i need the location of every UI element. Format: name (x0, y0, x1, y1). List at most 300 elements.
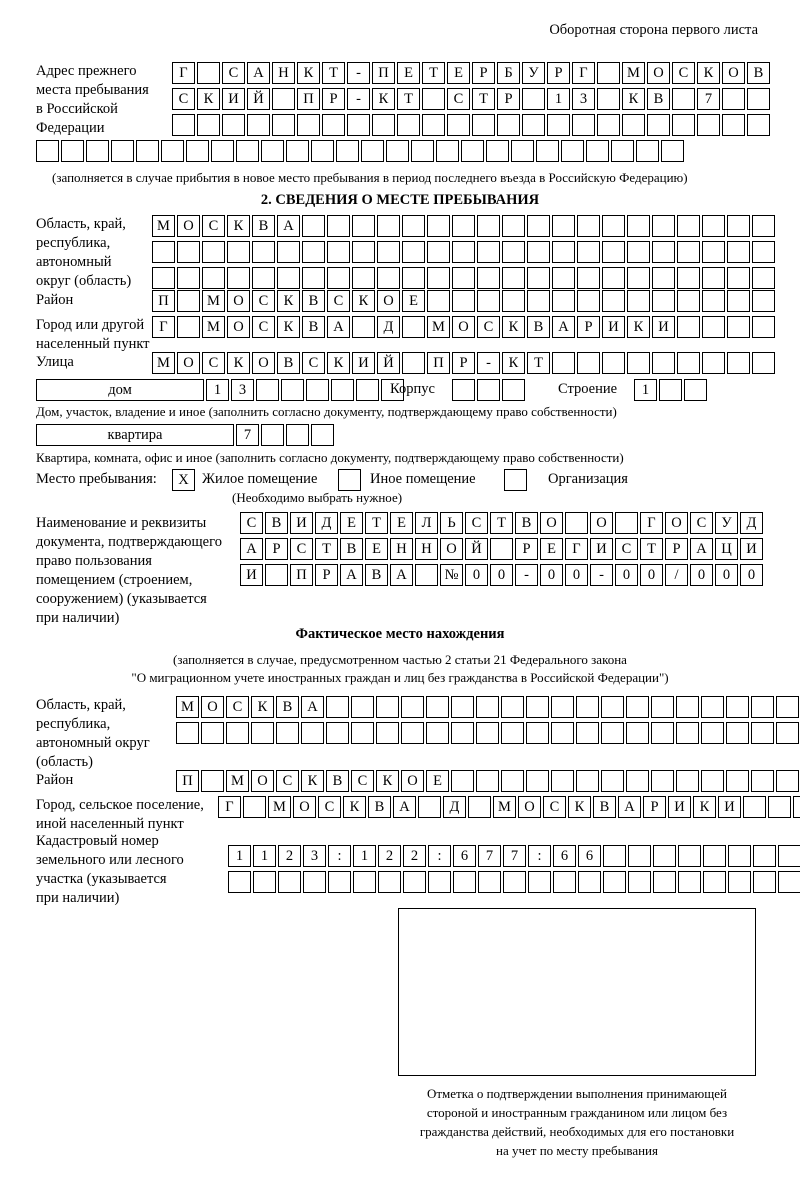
section2-city-cell-24[interactable] (727, 316, 750, 338)
section2-region-r1-cell-14[interactable] (477, 215, 500, 237)
prev-address-r4-cell-15[interactable] (386, 140, 409, 162)
doc-r2-cell-19[interactable]: А (690, 538, 713, 560)
doc-r3-cell-16[interactable]: 0 (615, 564, 638, 586)
actual-region-row-1[interactable] (176, 696, 800, 718)
actual-district-cell-18[interactable] (601, 770, 624, 792)
cadastral-r2-cell-12[interactable] (503, 871, 526, 893)
cadastral-r2-cell-7[interactable] (378, 871, 401, 893)
prev-address-row-3[interactable] (172, 114, 772, 136)
prev-address-r3-cell-23[interactable] (722, 114, 745, 136)
doc-r1-cell-4[interactable]: Д (315, 512, 338, 534)
prev-address-r3-cell-9[interactable] (372, 114, 395, 136)
section2-region-r2-cell-6[interactable] (277, 241, 300, 263)
prev-address-r3-cell-16[interactable] (547, 114, 570, 136)
section2-street-cell-24[interactable] (727, 352, 750, 374)
cadastral-r1-cell-12[interactable]: 7 (503, 845, 526, 867)
section2-region-r3-cell-12[interactable] (427, 267, 450, 289)
section2-district-cell-15[interactable] (502, 290, 525, 312)
section2-street-cell-12[interactable]: П (427, 352, 450, 374)
actual-city-cell-24[interactable] (793, 796, 800, 818)
prev-address-r3-cell-8[interactable] (347, 114, 370, 136)
place-type-checkbox-residential[interactable]: X (172, 469, 195, 491)
stroenie-cell-1[interactable]: 1 (634, 379, 657, 401)
actual-city-cell-1[interactable]: Г (218, 796, 241, 818)
section2-street-cell-20[interactable] (627, 352, 650, 374)
doc-r2-cell-2[interactable]: Р (265, 538, 288, 560)
doc-r1-cell-10[interactable]: С (465, 512, 488, 534)
actual-region-r2-cell-24[interactable] (751, 722, 774, 744)
cadastral-r1-cell-19[interactable] (678, 845, 701, 867)
dom-cell-3[interactable] (256, 379, 279, 401)
actual-region-r2-cell-19[interactable] (626, 722, 649, 744)
cadastral-r2-cell-16[interactable] (603, 871, 626, 893)
cadastral-r1-cell-5[interactable]: : (328, 845, 351, 867)
section2-street-cell-22[interactable] (677, 352, 700, 374)
actual-region-r1-cell-16[interactable] (551, 696, 574, 718)
actual-region-r2-cell-22[interactable] (701, 722, 724, 744)
section2-region-r3-cell-13[interactable] (452, 267, 475, 289)
section2-region-r3-cell-1[interactable] (152, 267, 175, 289)
prev-address-r4-cell-9[interactable] (236, 140, 259, 162)
section2-street-cell-9[interactable]: И (352, 352, 375, 374)
actual-region-r1-cell-17[interactable] (576, 696, 599, 718)
section2-region-r3-cell-4[interactable] (227, 267, 250, 289)
kvartira-cell-3[interactable] (286, 424, 309, 446)
cadastral-r1-cell-13[interactable]: : (528, 845, 551, 867)
section2-region-r3-cell-17[interactable] (552, 267, 575, 289)
section2-region-r1-cell-25[interactable] (752, 215, 775, 237)
prev-address-r4-cell-20[interactable] (511, 140, 534, 162)
prev-address-r4-cell-24[interactable] (611, 140, 634, 162)
section2-city-cell-14[interactable]: С (477, 316, 500, 338)
actual-region-r1-cell-1[interactable]: М (176, 696, 199, 718)
section2-city-cell-5[interactable]: С (252, 316, 275, 338)
doc-r1-cell-2[interactable]: В (265, 512, 288, 534)
prev-address-r3-cell-5[interactable] (272, 114, 295, 136)
prev-address-r4-cell-3[interactable] (86, 140, 109, 162)
prev-address-r4-cell-12[interactable] (311, 140, 334, 162)
section2-region-r1-cell-1[interactable]: М (152, 215, 175, 237)
prev-address-r1-cell-12[interactable]: Е (447, 62, 470, 84)
dom-cell-6[interactable] (331, 379, 354, 401)
section2-region-r1-cell-20[interactable] (627, 215, 650, 237)
doc-r3-cell-21[interactable]: 0 (740, 564, 763, 586)
section2-city-cell-11[interactable] (402, 316, 425, 338)
section2-region-r1-cell-6[interactable]: А (277, 215, 300, 237)
prev-address-r2-cell-14[interactable]: Р (497, 88, 520, 110)
actual-city-cell-17[interactable]: А (618, 796, 641, 818)
doc-r2-cell-17[interactable]: Т (640, 538, 663, 560)
section2-city-cell-6[interactable]: К (277, 316, 300, 338)
actual-district-cell-6[interactable]: К (301, 770, 324, 792)
actual-district-cell-1[interactable]: П (176, 770, 199, 792)
doc-r2-cell-18[interactable]: Р (665, 538, 688, 560)
prev-address-r4-cell-19[interactable] (486, 140, 509, 162)
doc-r2-cell-14[interactable]: Г (565, 538, 588, 560)
prev-address-r2-cell-8[interactable]: - (347, 88, 370, 110)
prev-address-r1-cell-3[interactable]: С (222, 62, 245, 84)
cadastral-r2-cell-6[interactable] (353, 871, 376, 893)
prev-address-r3-cell-18[interactable] (597, 114, 620, 136)
prev-address-r3-cell-12[interactable] (447, 114, 470, 136)
actual-region-r2-cell-11[interactable] (426, 722, 449, 744)
prev-address-r1-cell-17[interactable]: Г (572, 62, 595, 84)
dom-cell-1[interactable]: 1 (206, 379, 229, 401)
actual-region-r1-cell-25[interactable] (776, 696, 799, 718)
section2-region-r3-cell-21[interactable] (652, 267, 675, 289)
section2-city-cell-15[interactable]: К (502, 316, 525, 338)
section2-region-r1-cell-9[interactable] (352, 215, 375, 237)
actual-district-cell-22[interactable] (701, 770, 724, 792)
doc-r3-cell-15[interactable]: - (590, 564, 613, 586)
section2-city-cell-13[interactable]: О (452, 316, 475, 338)
section2-street-cell-25[interactable] (752, 352, 775, 374)
cadastral-r1-cell-3[interactable]: 2 (278, 845, 301, 867)
section2-region-r2-cell-13[interactable] (452, 241, 475, 263)
section2-region-r3-cell-11[interactable] (402, 267, 425, 289)
section2-region-r2-cell-3[interactable] (202, 241, 225, 263)
section2-region-r1-cell-3[interactable]: С (202, 215, 225, 237)
section2-district-cell-20[interactable] (627, 290, 650, 312)
cadastral-r1-cell-22[interactable] (753, 845, 776, 867)
doc-r3-cell-4[interactable]: Р (315, 564, 338, 586)
doc-r2-cell-12[interactable]: Р (515, 538, 538, 560)
section2-street-cell-8[interactable]: К (327, 352, 350, 374)
section2-city-cell-3[interactable]: М (202, 316, 225, 338)
cadastral-r1-cell-23[interactable] (778, 845, 800, 867)
doc-r1-cell-17[interactable]: Г (640, 512, 663, 534)
cadastral-r1-cell-10[interactable]: 6 (453, 845, 476, 867)
section2-district-cell-2[interactable] (177, 290, 200, 312)
section2-street-cell-3[interactable]: С (202, 352, 225, 374)
actual-region-r1-cell-24[interactable] (751, 696, 774, 718)
place-type-checkbox-organization[interactable] (504, 469, 527, 491)
cadastral-row-1[interactable] (228, 845, 800, 867)
korpus-cell-1[interactable] (452, 379, 475, 401)
actual-district-cell-24[interactable] (751, 770, 774, 792)
prev-address-r2-cell-24[interactable] (747, 88, 770, 110)
prev-address-r3-cell-6[interactable] (297, 114, 320, 136)
section2-region-row-2[interactable] (152, 241, 777, 263)
prev-address-r3-cell-7[interactable] (322, 114, 345, 136)
section2-street-cell-21[interactable] (652, 352, 675, 374)
section2-region-row-3[interactable] (152, 267, 777, 289)
prev-address-r3-cell-4[interactable] (247, 114, 270, 136)
cadastral-r1-cell-4[interactable]: 3 (303, 845, 326, 867)
prev-address-r1-cell-1[interactable]: Г (172, 62, 195, 84)
prev-address-r3-cell-10[interactable] (397, 114, 420, 136)
actual-district-cell-4[interactable]: О (251, 770, 274, 792)
actual-region-row-2[interactable] (176, 722, 800, 744)
prev-address-r2-cell-12[interactable]: С (447, 88, 470, 110)
section2-street-cell-6[interactable]: В (277, 352, 300, 374)
section2-city-cell-9[interactable] (352, 316, 375, 338)
doc-r1-cell-19[interactable]: С (690, 512, 713, 534)
prev-address-r3-cell-15[interactable] (522, 114, 545, 136)
cadastral-r1-cell-18[interactable] (653, 845, 676, 867)
doc-r1-cell-15[interactable]: О (590, 512, 613, 534)
section2-district-cell-16[interactable] (527, 290, 550, 312)
cadastral-r2-cell-20[interactable] (703, 871, 726, 893)
doc-r1-cell-6[interactable]: Т (365, 512, 388, 534)
actual-region-r2-cell-17[interactable] (576, 722, 599, 744)
prev-address-r2-cell-21[interactable] (672, 88, 695, 110)
prev-address-r1-cell-10[interactable]: Е (397, 62, 420, 84)
section2-district-cell-5[interactable]: С (252, 290, 275, 312)
stamp-box[interactable] (398, 908, 756, 1076)
actual-region-r2-cell-14[interactable] (501, 722, 524, 744)
prev-address-r2-cell-16[interactable]: 1 (547, 88, 570, 110)
prev-address-r3-cell-22[interactable] (697, 114, 720, 136)
actual-district-cell-16[interactable] (551, 770, 574, 792)
section2-city-cell-17[interactable]: А (552, 316, 575, 338)
doc-r2-cell-5[interactable]: В (340, 538, 363, 560)
section2-region-r2-cell-8[interactable] (327, 241, 350, 263)
section2-street-cell-5[interactable]: О (252, 352, 275, 374)
actual-region-r2-cell-13[interactable] (476, 722, 499, 744)
section2-district-cell-6[interactable]: К (277, 290, 300, 312)
section2-district-cell-21[interactable] (652, 290, 675, 312)
prev-address-r3-cell-11[interactable] (422, 114, 445, 136)
actual-district-cell-17[interactable] (576, 770, 599, 792)
doc-r2-cell-8[interactable]: Н (415, 538, 438, 560)
place-type-checkbox-other[interactable] (338, 469, 361, 491)
section2-district-cell-11[interactable]: Е (402, 290, 425, 312)
section2-district-cell-4[interactable]: О (227, 290, 250, 312)
korpus-cell-2[interactable] (477, 379, 500, 401)
section2-region-r3-cell-14[interactable] (477, 267, 500, 289)
actual-region-r2-cell-9[interactable] (376, 722, 399, 744)
actual-region-r1-cell-5[interactable]: В (276, 696, 299, 718)
actual-region-r2-cell-25[interactable] (776, 722, 799, 744)
section2-region-r3-cell-16[interactable] (527, 267, 550, 289)
actual-region-r2-cell-3[interactable] (226, 722, 249, 744)
actual-city-cell-14[interactable]: С (543, 796, 566, 818)
actual-city-cell-16[interactable]: В (593, 796, 616, 818)
section2-region-r2-cell-14[interactable] (477, 241, 500, 263)
prev-address-r1-cell-13[interactable]: Р (472, 62, 495, 84)
actual-region-r1-cell-3[interactable]: С (226, 696, 249, 718)
section2-district-cell-3[interactable]: М (202, 290, 225, 312)
doc-r3-cell-12[interactable]: - (515, 564, 538, 586)
doc-r3-cell-3[interactable]: П (290, 564, 313, 586)
section2-city-cell-2[interactable] (177, 316, 200, 338)
cadastral-r1-cell-2[interactable]: 1 (253, 845, 276, 867)
actual-district-cell-9[interactable]: К (376, 770, 399, 792)
actual-region-r1-cell-2[interactable]: О (201, 696, 224, 718)
section2-region-r2-cell-23[interactable] (702, 241, 725, 263)
actual-region-r1-cell-13[interactable] (476, 696, 499, 718)
actual-region-r1-cell-18[interactable] (601, 696, 624, 718)
actual-region-r1-cell-19[interactable] (626, 696, 649, 718)
section2-region-r2-cell-15[interactable] (502, 241, 525, 263)
cadastral-r2-cell-3[interactable] (278, 871, 301, 893)
prev-address-r2-cell-11[interactable] (422, 88, 445, 110)
section2-street-row[interactable] (152, 352, 777, 374)
section2-district-cell-12[interactable] (427, 290, 450, 312)
cadastral-r1-cell-11[interactable]: 7 (478, 845, 501, 867)
prev-address-r1-cell-8[interactable]: - (347, 62, 370, 84)
prev-address-r4-cell-8[interactable] (211, 140, 234, 162)
section2-region-r1-cell-5[interactable]: В (252, 215, 275, 237)
cadastral-r1-cell-14[interactable]: 6 (553, 845, 576, 867)
actual-city-cell-12[interactable]: М (493, 796, 516, 818)
doc-r1-cell-16[interactable] (615, 512, 638, 534)
section2-street-cell-10[interactable]: Й (377, 352, 400, 374)
section2-region-r2-cell-1[interactable] (152, 241, 175, 263)
actual-region-r1-cell-23[interactable] (726, 696, 749, 718)
cadastral-r2-cell-18[interactable] (653, 871, 676, 893)
section2-district-cell-13[interactable] (452, 290, 475, 312)
prev-address-r4-cell-10[interactable] (261, 140, 284, 162)
actual-region-r2-cell-1[interactable] (176, 722, 199, 744)
section2-region-r3-cell-18[interactable] (577, 267, 600, 289)
actual-region-r1-cell-6[interactable]: А (301, 696, 324, 718)
section2-region-r2-cell-2[interactable] (177, 241, 200, 263)
section2-region-r3-cell-5[interactable] (252, 267, 275, 289)
section2-region-r1-cell-10[interactable] (377, 215, 400, 237)
actual-region-r1-cell-8[interactable] (351, 696, 374, 718)
section2-district-cell-9[interactable]: К (352, 290, 375, 312)
prev-address-r1-cell-6[interactable]: К (297, 62, 320, 84)
cadastral-r2-cell-17[interactable] (628, 871, 651, 893)
section2-region-r2-cell-7[interactable] (302, 241, 325, 263)
cadastral-r1-cell-7[interactable]: 2 (378, 845, 401, 867)
section2-city-cell-25[interactable] (752, 316, 775, 338)
prev-address-r2-cell-6[interactable]: П (297, 88, 320, 110)
doc-r1-cell-9[interactable]: Ь (440, 512, 463, 534)
actual-region-r2-cell-7[interactable] (326, 722, 349, 744)
actual-region-r2-cell-23[interactable] (726, 722, 749, 744)
section2-region-r3-cell-20[interactable] (627, 267, 650, 289)
prev-address-r3-cell-1[interactable] (172, 114, 195, 136)
section2-region-r2-cell-9[interactable] (352, 241, 375, 263)
stroenie-cell-3[interactable] (684, 379, 707, 401)
doc-r3-cell-10[interactable]: 0 (465, 564, 488, 586)
section2-region-r3-cell-3[interactable] (202, 267, 225, 289)
cadastral-r2-cell-21[interactable] (728, 871, 751, 893)
section2-region-r2-cell-25[interactable] (752, 241, 775, 263)
section2-region-r2-cell-22[interactable] (677, 241, 700, 263)
doc-r1-cell-1[interactable]: С (240, 512, 263, 534)
prev-address-r1-cell-15[interactable]: У (522, 62, 545, 84)
prev-address-r2-cell-9[interactable]: К (372, 88, 395, 110)
actual-region-r2-cell-12[interactable] (451, 722, 474, 744)
kvartira-cell-4[interactable] (311, 424, 334, 446)
actual-city-cell-8[interactable]: А (393, 796, 416, 818)
prev-address-r2-cell-7[interactable]: Р (322, 88, 345, 110)
doc-r3-cell-11[interactable]: 0 (490, 564, 513, 586)
section2-region-r1-cell-8[interactable] (327, 215, 350, 237)
prev-address-r2-cell-5[interactable] (272, 88, 295, 110)
section2-region-r2-cell-21[interactable] (652, 241, 675, 263)
section2-city-cell-12[interactable]: М (427, 316, 450, 338)
section2-city-cell-16[interactable]: В (527, 316, 550, 338)
section2-region-r3-cell-9[interactable] (352, 267, 375, 289)
actual-city-cell-10[interactable]: Д (443, 796, 466, 818)
prev-address-r2-cell-23[interactable] (722, 88, 745, 110)
prev-address-r1-cell-16[interactable]: Р (547, 62, 570, 84)
section2-region-r3-cell-22[interactable] (677, 267, 700, 289)
section2-region-r1-cell-4[interactable]: К (227, 215, 250, 237)
section2-street-cell-1[interactable]: М (152, 352, 175, 374)
prev-address-r4-cell-5[interactable] (136, 140, 159, 162)
doc-r2-cell-10[interactable]: Й (465, 538, 488, 560)
prev-address-r2-cell-4[interactable]: Й (247, 88, 270, 110)
actual-region-r2-cell-4[interactable] (251, 722, 274, 744)
section2-region-r1-cell-23[interactable] (702, 215, 725, 237)
actual-district-cell-20[interactable] (651, 770, 674, 792)
doc-r3-cell-5[interactable]: А (340, 564, 363, 586)
section2-city-cell-18[interactable]: Р (577, 316, 600, 338)
section2-city-cell-8[interactable]: А (327, 316, 350, 338)
dom-cell-5[interactable] (306, 379, 329, 401)
doc-r1-cell-3[interactable]: И (290, 512, 313, 534)
section2-city-cell-19[interactable]: И (602, 316, 625, 338)
doc-r2-cell-15[interactable]: И (590, 538, 613, 560)
section2-region-r1-cell-15[interactable] (502, 215, 525, 237)
section2-region-r3-cell-24[interactable] (727, 267, 750, 289)
actual-region-r2-cell-15[interactable] (526, 722, 549, 744)
cadastral-r2-cell-1[interactable] (228, 871, 251, 893)
cadastral-row-2[interactable] (228, 871, 800, 893)
prev-address-r1-cell-22[interactable]: К (697, 62, 720, 84)
actual-city-cell-23[interactable] (768, 796, 791, 818)
doc-r3-cell-14[interactable]: 0 (565, 564, 588, 586)
prev-address-r1-cell-11[interactable]: Т (422, 62, 445, 84)
dom-cell-4[interactable] (281, 379, 304, 401)
prev-address-r1-cell-19[interactable]: М (622, 62, 645, 84)
actual-city-cell-22[interactable] (743, 796, 766, 818)
section2-region-r3-cell-15[interactable] (502, 267, 525, 289)
actual-region-r2-cell-6[interactable] (301, 722, 324, 744)
actual-district-cell-15[interactable] (526, 770, 549, 792)
doc-r1-cell-7[interactable]: Е (390, 512, 413, 534)
cadastral-r1-cell-8[interactable]: 2 (403, 845, 426, 867)
section2-street-cell-2[interactable]: О (177, 352, 200, 374)
doc-r3-cell-19[interactable]: 0 (690, 564, 713, 586)
prev-address-row-4[interactable] (36, 140, 686, 162)
cadastral-r2-cell-15[interactable] (578, 871, 601, 893)
cadastral-r1-cell-21[interactable] (728, 845, 751, 867)
section2-region-r3-cell-25[interactable] (752, 267, 775, 289)
actual-region-r1-cell-11[interactable] (426, 696, 449, 718)
prev-address-r3-cell-14[interactable] (497, 114, 520, 136)
section2-region-r3-cell-23[interactable] (702, 267, 725, 289)
stroenie-cells[interactable] (634, 379, 709, 401)
doc-r2-cell-13[interactable]: Е (540, 538, 563, 560)
doc-r3-cell-7[interactable]: А (390, 564, 413, 586)
doc-row-2[interactable] (240, 538, 765, 560)
prev-address-r4-cell-25[interactable] (636, 140, 659, 162)
section2-street-cell-18[interactable] (577, 352, 600, 374)
prev-address-r2-cell-3[interactable]: И (222, 88, 245, 110)
prev-address-row-2[interactable] (172, 88, 772, 110)
actual-city-cell-20[interactable]: К (693, 796, 716, 818)
prev-address-r4-cell-22[interactable] (561, 140, 584, 162)
section2-region-r2-cell-12[interactable] (427, 241, 450, 263)
prev-address-r1-cell-23[interactable]: О (722, 62, 745, 84)
section2-district-cell-1[interactable]: П (152, 290, 175, 312)
cadastral-r2-cell-4[interactable] (303, 871, 326, 893)
prev-address-r1-cell-4[interactable]: А (247, 62, 270, 84)
prev-address-r4-cell-23[interactable] (586, 140, 609, 162)
actual-district-cell-12[interactable] (451, 770, 474, 792)
section2-district-cell-25[interactable] (752, 290, 775, 312)
cadastral-r2-cell-11[interactable] (478, 871, 501, 893)
prev-address-r4-cell-21[interactable] (536, 140, 559, 162)
section2-region-r1-cell-16[interactable] (527, 215, 550, 237)
